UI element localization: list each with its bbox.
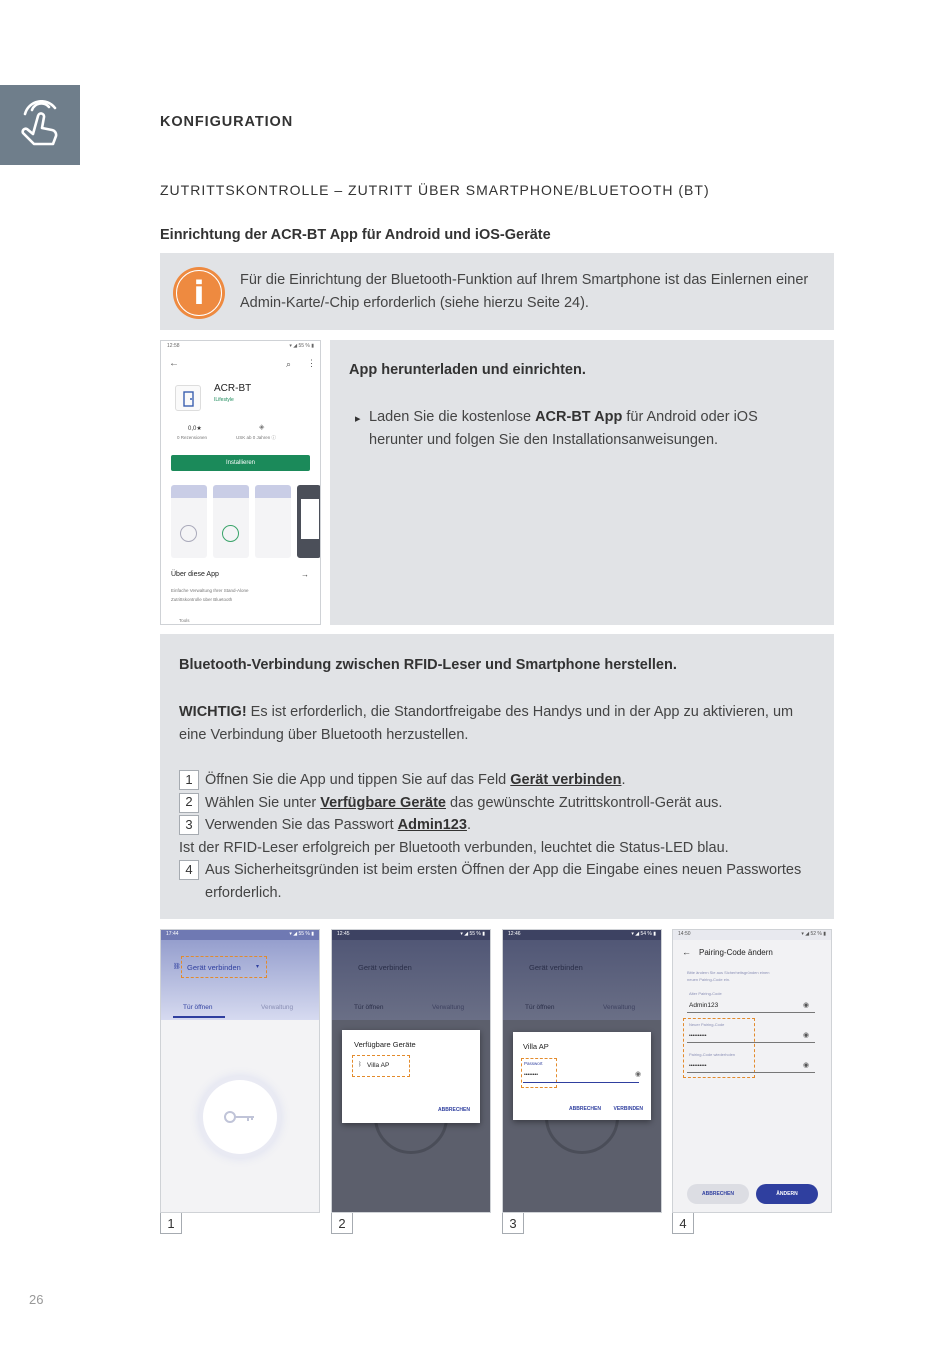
- eye-icon[interactable]: ◉: [803, 1002, 810, 1009]
- dialog-title: Verfügbare Geräte: [354, 1040, 416, 1049]
- status-indicators: ▾ ◢ 52 % ▮: [801, 931, 826, 937]
- step-item: 3 Verwenden Sie das Passwort Admin123.: [179, 814, 824, 837]
- step-list: [179, 769, 824, 904]
- hand-touch-icon: [12, 100, 68, 150]
- eye-icon[interactable]: ◉: [635, 1071, 642, 1078]
- cancel-button[interactable]: ABBRECHEN: [687, 1184, 749, 1204]
- cancel-button[interactable]: ABBRECHEN: [569, 1106, 601, 1112]
- app-store-screenshot: [160, 340, 321, 625]
- connect-device-button[interactable]: Gerät verbinden: [358, 963, 412, 972]
- bluetooth-icon: ᛒ: [358, 1062, 362, 1068]
- tab-open-door[interactable]: Tür öffnen: [354, 1004, 384, 1011]
- app-rating: 0,0★: [188, 426, 202, 432]
- connection-note: Ist der RFID-Leser erfolgreich per Bluetooth verbunden, leuchtet die Status-LED blau.: [179, 839, 729, 856]
- step-number: 3: [179, 815, 199, 835]
- status-indicators: ▾ ◢ 55 % ▮: [460, 931, 485, 937]
- eye-icon[interactable]: ◉: [803, 1032, 810, 1039]
- status-indicators: ▾ ◢ 55 % ▮: [289, 343, 314, 349]
- step-item: 1 Öffnen Sie die App und tippen Sie auf das Feld Gerät verbinden.: [179, 769, 824, 792]
- eye-icon[interactable]: ◉: [803, 1062, 810, 1069]
- screen-caption: 3: [502, 1213, 524, 1234]
- new-code-input[interactable]: ••••••••••: [689, 1033, 707, 1039]
- preview-screenshot[interactable]: [213, 485, 249, 558]
- hint-text: neuen Pairing-Code ein.: [687, 977, 731, 982]
- change-button[interactable]: ÄNDERN: [756, 1184, 818, 1204]
- new-code-label: Neuer Pairing-Code: [689, 1022, 725, 1027]
- app-name: ACR-BT: [214, 383, 252, 394]
- search-icon[interactable]: ⌕: [286, 359, 292, 369]
- bullet-arrow-icon: ▸: [355, 413, 361, 425]
- repeat-code-input[interactable]: ••••••••••: [689, 1063, 707, 1069]
- step-item: 2 Wählen Sie unter Verfügbare Geräte das gewünschte Zutrittskontroll-Gerät aus.: [179, 792, 824, 815]
- password-label: Passwort: [524, 1061, 543, 1066]
- status-time: 14:50: [678, 931, 691, 937]
- about-text: Einfache Verwaltung Ihrer Stand-Alone: [171, 588, 249, 593]
- screen-caption: 2: [331, 1213, 353, 1234]
- info-icon: i: [173, 267, 225, 319]
- chapter-tab: [0, 85, 80, 165]
- category-tag: Tools: [179, 618, 190, 623]
- back-arrow-icon[interactable]: ←: [169, 358, 179, 369]
- app-logo-icon: [175, 385, 201, 411]
- download-instruction: ▸ Laden Sie die kostenlose ACR-BT App für Android oder iOS herunter und folgen Sie den Installationsanweisungen.: [355, 406, 795, 451]
- tab-open-door[interactable]: Tür öffnen: [183, 1004, 213, 1011]
- screen-caption: 4: [672, 1213, 694, 1234]
- important-note: WICHTIG! Es ist erforderlich, die Standortfreigabe des Handys und in der App zu aktivieren, um eine Verbindung über Bluetooth herzustellen.: [179, 704, 794, 743]
- status-time: 17:44: [166, 931, 179, 937]
- connect-device-button[interactable]: Gerät verbinden: [529, 963, 583, 972]
- highlight-box: [683, 1018, 755, 1078]
- dialog-title: Villa AP: [523, 1042, 549, 1051]
- link-icon: ⛓: [173, 964, 181, 970]
- tab-open-door[interactable]: Tür öffnen: [525, 1004, 555, 1011]
- password-value: Admin123: [397, 817, 467, 833]
- more-icon[interactable]: ⋮: [307, 358, 316, 368]
- password-dialog: [513, 1032, 651, 1120]
- step-number: 1: [179, 770, 199, 790]
- about-text: Zutrittskontrolle über Bluetooth: [171, 597, 233, 602]
- app-screen-3: [502, 929, 662, 1213]
- about-app-label[interactable]: Über diese App: [171, 571, 219, 578]
- status-indicators: ▾ ◢ 54 % ▮: [631, 931, 656, 937]
- connect-device-button[interactable]: Gerät verbinden: [187, 963, 241, 972]
- status-indicators: ▾ ◢ 55 % ▮: [289, 931, 314, 937]
- app-developer: ILifestyle: [214, 397, 234, 403]
- connect-button[interactable]: VERBINDEN: [613, 1106, 643, 1112]
- arrow-right-icon[interactable]: →: [301, 570, 309, 579]
- preview-screenshot[interactable]: [171, 485, 207, 558]
- status-time: 12:46: [508, 931, 521, 937]
- screen-caption: 1: [160, 1213, 182, 1234]
- screen-title: Pairing-Code ändern: [699, 948, 773, 957]
- download-step-panel: [330, 340, 834, 625]
- cancel-button[interactable]: ABBRECHEN: [438, 1107, 470, 1113]
- devices-dialog: [342, 1030, 480, 1123]
- step-item: 4 Aus Sicherheitsgründen ist beim ersten Öffnen der App die Eingabe eines neuen Passwortes erforderlich.: [179, 859, 824, 904]
- connect-device-link: Gerät verbinden: [510, 772, 622, 788]
- preview-screenshot[interactable]: [255, 485, 291, 558]
- app-screen-2: [331, 929, 491, 1213]
- key-icon: [224, 1110, 256, 1124]
- hint-text: Bitte ändern Sie aus Sicherheitsgründen einen: [687, 970, 770, 975]
- info-text: Für die Einrichtung der Bluetooth-Funktion auf Ihrem Smartphone ist das Einlernen einer Admin-Karte/-Chip erforderlich (siehe hierzu Seite 24).: [240, 272, 809, 311]
- tab-admin[interactable]: Verwaltung: [603, 1004, 636, 1011]
- subsection-title: ZUTRITTSKONTROLLE – ZUTRITT ÜBER SMARTPHONE/BLUETOOTH (BT): [160, 182, 710, 198]
- status-time: 12:45: [337, 931, 350, 937]
- dropdown-icon[interactable]: ▾: [256, 964, 260, 970]
- age-rating: USK ab 0 Jahren ⓘ: [236, 435, 277, 440]
- page-heading: Einrichtung der ACR-BT App für Android und iOS-Geräte: [160, 227, 551, 243]
- page-number: 26: [29, 1292, 44, 1307]
- unlock-button[interactable]: [203, 1080, 277, 1154]
- repeat-code-label: Pairing-Code wiederholen: [689, 1052, 736, 1057]
- app-screen-4: [672, 929, 832, 1213]
- status-time: 12:58: [167, 343, 180, 349]
- bluetooth-panel: [160, 634, 834, 919]
- app-reviews: 0 Rezensionen: [177, 435, 208, 440]
- bluetooth-heading: Bluetooth-Verbindung zwischen RFID-Leser und Smartphone herstellen.: [179, 657, 677, 673]
- install-button[interactable]: Installieren: [171, 455, 310, 471]
- back-arrow-icon[interactable]: ←: [682, 947, 691, 957]
- age-rating-icon: ◈: [259, 424, 265, 431]
- tab-admin[interactable]: Verwaltung: [432, 1004, 465, 1011]
- step-number: 2: [179, 793, 199, 813]
- available-devices-link: Verfügbare Geräte: [320, 794, 446, 811]
- old-code-input[interactable]: Admin123: [689, 1002, 719, 1009]
- download-heading: App herunterladen und einrichten.: [349, 362, 586, 378]
- old-code-label: Alter Pairing-Code: [689, 991, 722, 996]
- info-box: [160, 253, 834, 330]
- tab-admin[interactable]: Verwaltung: [261, 1004, 294, 1011]
- step-number: 4: [179, 860, 199, 880]
- section-title: KONFIGURATION: [160, 114, 294, 130]
- device-item[interactable]: Villa AP: [367, 1062, 390, 1069]
- password-input[interactable]: ••••••••: [524, 1072, 539, 1078]
- preview-screenshot[interactable]: [297, 485, 321, 558]
- app-name-bold: ACR-BT App: [535, 409, 623, 425]
- app-screen-1: [160, 929, 320, 1213]
